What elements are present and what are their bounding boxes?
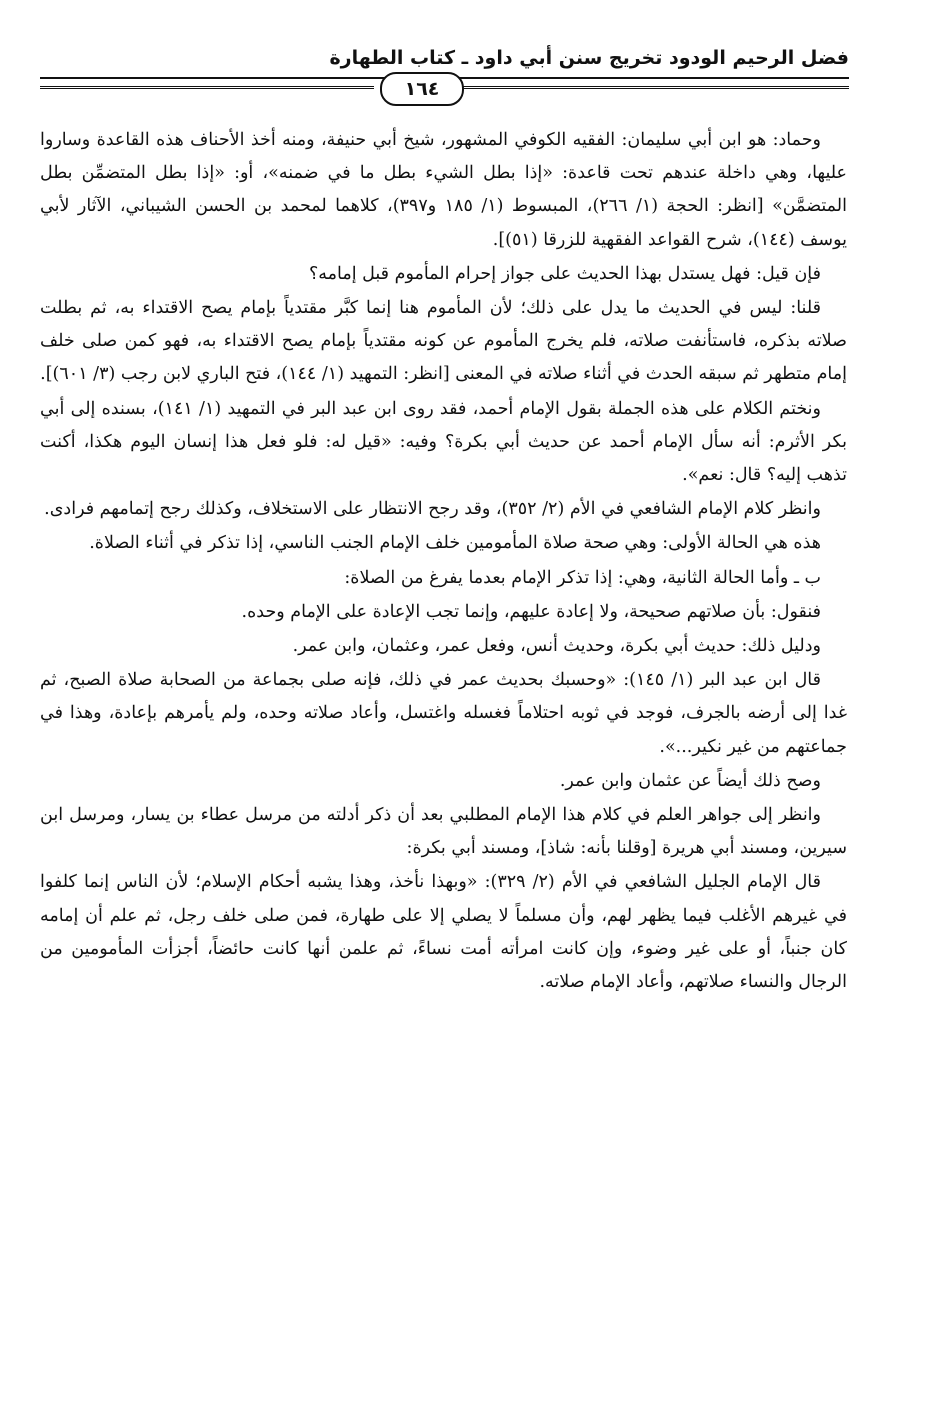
- paragraph-first-case: هذه هي الحالة الأولى: وهي صحة صلاة المأمومين خلف الإمام الجنب الناسي، إذا تذكر في أثناء الصلاة.: [89, 533, 821, 554]
- paragraph-evidence: ودليل ذلك: حديث أبي بكرة، وحديث أنس، وفعل عمر، وعثمان، وابن عمر.: [292, 636, 821, 657]
- paragraph-question: فإن قيل: فهل يستدل بهذا الحديث على جواز إحرام المأموم قبل إمامه؟: [308, 263, 821, 284]
- paragraph-answer: قلنا: ليس في الحديث ما يدل على ذلك؛ لأن المأموم هنا إنما كبَّر مقتدياً بإمام يصح الاقتداء به، ثم بطلت صلاته بذكره، فاستأنفت صلاته، فلم يخرج المأموم عن كونه مقتدياً بإمام يصح الاقتداء به، فهو كمن صلى خلف إمام متطهر ثم سبقه الحدث في أثناء صلاته في المعنى [انظر: التمهيد (١/ ١٤٤)، فتح الباري لابن رجب (٣/ ٦٠١)].: [40, 298, 847, 385]
- paragraph-ruling: فنقول: بأن صلاتهم صحيحة، ولا إعادة عليهم، وإنما تجب الإعادة على الإمام وحده.: [241, 601, 821, 622]
- ornament-line-right: [459, 86, 849, 89]
- body-text: [40, 124, 847, 1000]
- page-number-ornament: [40, 70, 849, 106]
- paragraph-hammad: وحماد: هو ابن أبي سليمان: الفقيه الكوفي المشهور، شيخ أبي حنيفة، ومنه أخذ الأحناف هذه القاعدة وساروا عليها، وهي داخلة عندهم تحت قاعدة: «إذا بطل الشيء بطل ما في ضمنه»، أو: «إذا بطل المتضمِّن بطل المتضمَّن» [انظر: الحجة (١/ ٢٦٦)، المبسوط (١/ ١٨٥ و٣٩٧)، كلاهما لمحمد بن الحسن الشيباني، الآثار لأبي يوسف (١٤٤)، شرح القواعد الفقهية للزرقا (٥١)].: [40, 130, 847, 250]
- paragraph-shafii-umm: وانظر كلام الإمام الشافعي في الأم (٢/ ٣٥٢)، وقد رجح الانتظار على الاستخلاف، وكذلك رجح إتمامهم فرادى.: [44, 499, 821, 520]
- page-number: ١٦٤: [380, 72, 464, 106]
- paragraph-shafii-quote: قال الإمام الجليل الشافعي في الأم (٢/ ٣٢٩): «وبهذا نأخذ، وهذا يشبه أحكام الإسلام؛ لأن الناس إنما كلفوا في غيرهم الأغلب فيما يظهر لهم، وأن مسلماً لا يصلي إلا على طهارة، فمن صلى خلف رجل، ثم علم أن إمامه كان جنباً، أو على غير وضوء، وإن كانت امرأته أمت نساءً، ثم علمن أنها كانت حائضاً، أجزأت المأمومين من الرجال والنساء صلاتهم، وأعاد الإمام صلاته.: [40, 872, 847, 993]
- paragraph-ibn-abd-albarr: قال ابن عبد البر (١/ ١٤٥): «وحسبك بحديث عمر في ذلك، فإنه صلى بجماعة من الصحابة صلاة الصبح، ثم غدا إلى أرضه بالجرف، فوجد في ثوبه احتلاماً فغسله واغتسل، وأعاد صلاته وحده، ولم يأمرهم بإعادة، وهذا في جماعتهم من غير نكير...».: [40, 670, 847, 757]
- paragraph-second-case: ب ـ وأما الحالة الثانية، وهي: إذا تذكر الإمام بعدما يفرغ من الصلاة:: [344, 567, 821, 588]
- ornament-line-left: [40, 86, 374, 89]
- paragraph-uthman: وصح ذلك أيضاً عن عثمان وابن عمر.: [559, 770, 821, 791]
- running-title: فضل الرحيم الودود تخريج سنن أبي داود ـ كتاب الطهارة: [329, 47, 849, 69]
- paragraph-ahmad: ونختم الكلام على هذه الجملة بقول الإمام أحمد، فقد روى ابن عبد البر في التمهيد (١/ ١٤١)، بسنده إلى أبي بكر الأثرم: أنه سأل الإمام أحمد عن حديث أبي بكرة؟ وفيه: «قيل له: فلو فعل هذا إنسان اليوم هكذا، أكنت تذهب إليه؟ قال: نعم».: [40, 398, 847, 486]
- paragraph-jawahir: وانظر إلى جواهر العلم في كلام هذا الإمام المطلبي بعد أن ذكر أدلته من مرسل عطاء بن يسار، ومرسل ابن سيرين، ومسند أبي هريرة [وقلنا بأنه: شاذ]، ومسند أبي بكرة:: [40, 805, 847, 859]
